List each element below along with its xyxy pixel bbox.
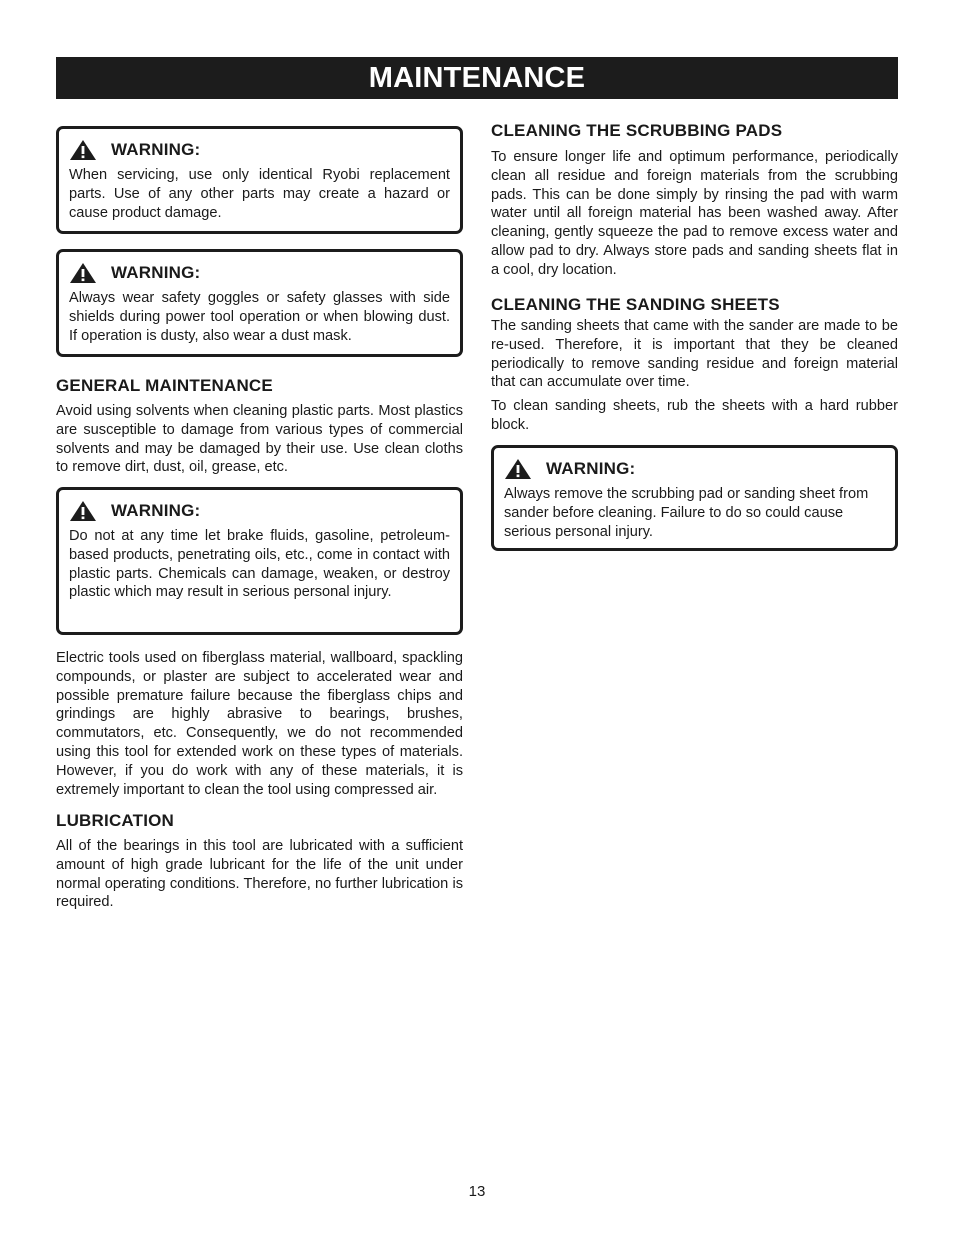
warning-triangle-icon <box>69 262 97 284</box>
sanding-sheets-text-2: To clean sanding sheets, rub the sheets with a hard rubber block. <box>491 398 898 433</box>
page-number: 13 <box>468 1183 486 1200</box>
scrubbing-pads-text: To ensure longer life and optimum performance, periodically clean all residue and foreign materials from the scrubbing pads. This can be done simply by rinsing the pad with warm water until all foreign material has been washed away. After cleaning, gently squeeze the pad to remove excess water and allow pad to dry. Always store pads and sanding sheets flat in a cool, dry location. <box>491 149 898 278</box>
warning-header <box>69 263 450 283</box>
section-heading-scrubbing-pads: CLEANING THE SCRUBBING PADS <box>491 121 783 140</box>
warning-triangle-icon <box>69 139 97 161</box>
electric-tools-text: Electric tools used on fiberglass material, wallboard, spackling compounds, or plaster are subject to accelerated wear and possible premature failure because the fiberglass chips and grindings are highly abrasive to bearings, brushes, commutators, etc. Consequently, we do not recommended using this tool for extended work on these types of materials. However, if you do work with any of these materials, it is extremely important to clean the tool using compressed air. <box>56 650 463 798</box>
warning-title: WARNING: <box>111 501 201 520</box>
warning-text: Do not at any time let brake fluids, gasoline, petroleum-based products, penetrating oils, etc., come in contact with plastic parts. Chemicals can damage, weaken, or destroy plastic which may result in serious personal injury. <box>69 528 450 601</box>
warning-box-safety-goggles <box>56 249 463 357</box>
page-title-bar <box>56 57 898 99</box>
warning-text: Always remove the scrubbing pad or sanding sheet from sander before cleaning. Failure to do so could cause serious personal injury. <box>504 486 869 540</box>
section-heading-lubrication: LUBRICATION <box>56 811 175 830</box>
warning-box-replacement-parts <box>56 126 463 234</box>
section-heading-general-maintenance: GENERAL MAINTENANCE <box>56 376 273 395</box>
page-title: MAINTENANCE <box>368 61 586 94</box>
section-heading-sanding-sheets: CLEANING THE SANDING SHEETS <box>491 295 780 314</box>
warning-title: WARNING: <box>546 459 636 478</box>
warning-box-chemicals <box>56 487 463 635</box>
warning-text: When servicing, use only identical Ryobi replacement parts. Use of any other parts may create a hazard or cause product damage. <box>69 167 450 221</box>
warning-header <box>69 140 450 160</box>
warning-title: WARNING: <box>111 140 201 159</box>
warning-header <box>69 501 450 521</box>
warning-triangle-icon <box>69 500 97 522</box>
general-maintenance-text: Avoid using solvents when cleaning plastic parts. Most plastics are susceptible to damage from various types of commercial solvents and may be damaged by their use. Use clean cloths to remove dirt, dust, oil, grease, etc. <box>56 403 463 476</box>
lubrication-text: All of the bearings in this tool are lubricated with a sufficient amount of high grade lubricant for the life of the unit under normal operating conditions. Therefore, no further lubrication is required. <box>56 838 463 911</box>
sanding-sheets-text-1: The sanding sheets that came with the sander are made to be re-used. Therefore, it is important that they be cleaned periodically to remove sanding residue and foreign material that can accumulate over time. <box>491 318 898 391</box>
warning-triangle-icon <box>504 458 532 480</box>
warning-box-remove-pad <box>491 445 898 551</box>
warning-text: Always wear safety goggles or safety glasses with side shields during power tool operation or when blowing dust. If operation is dusty, also wear a dust mask. <box>69 290 450 344</box>
warning-title: WARNING: <box>111 263 201 282</box>
warning-header <box>504 459 885 479</box>
